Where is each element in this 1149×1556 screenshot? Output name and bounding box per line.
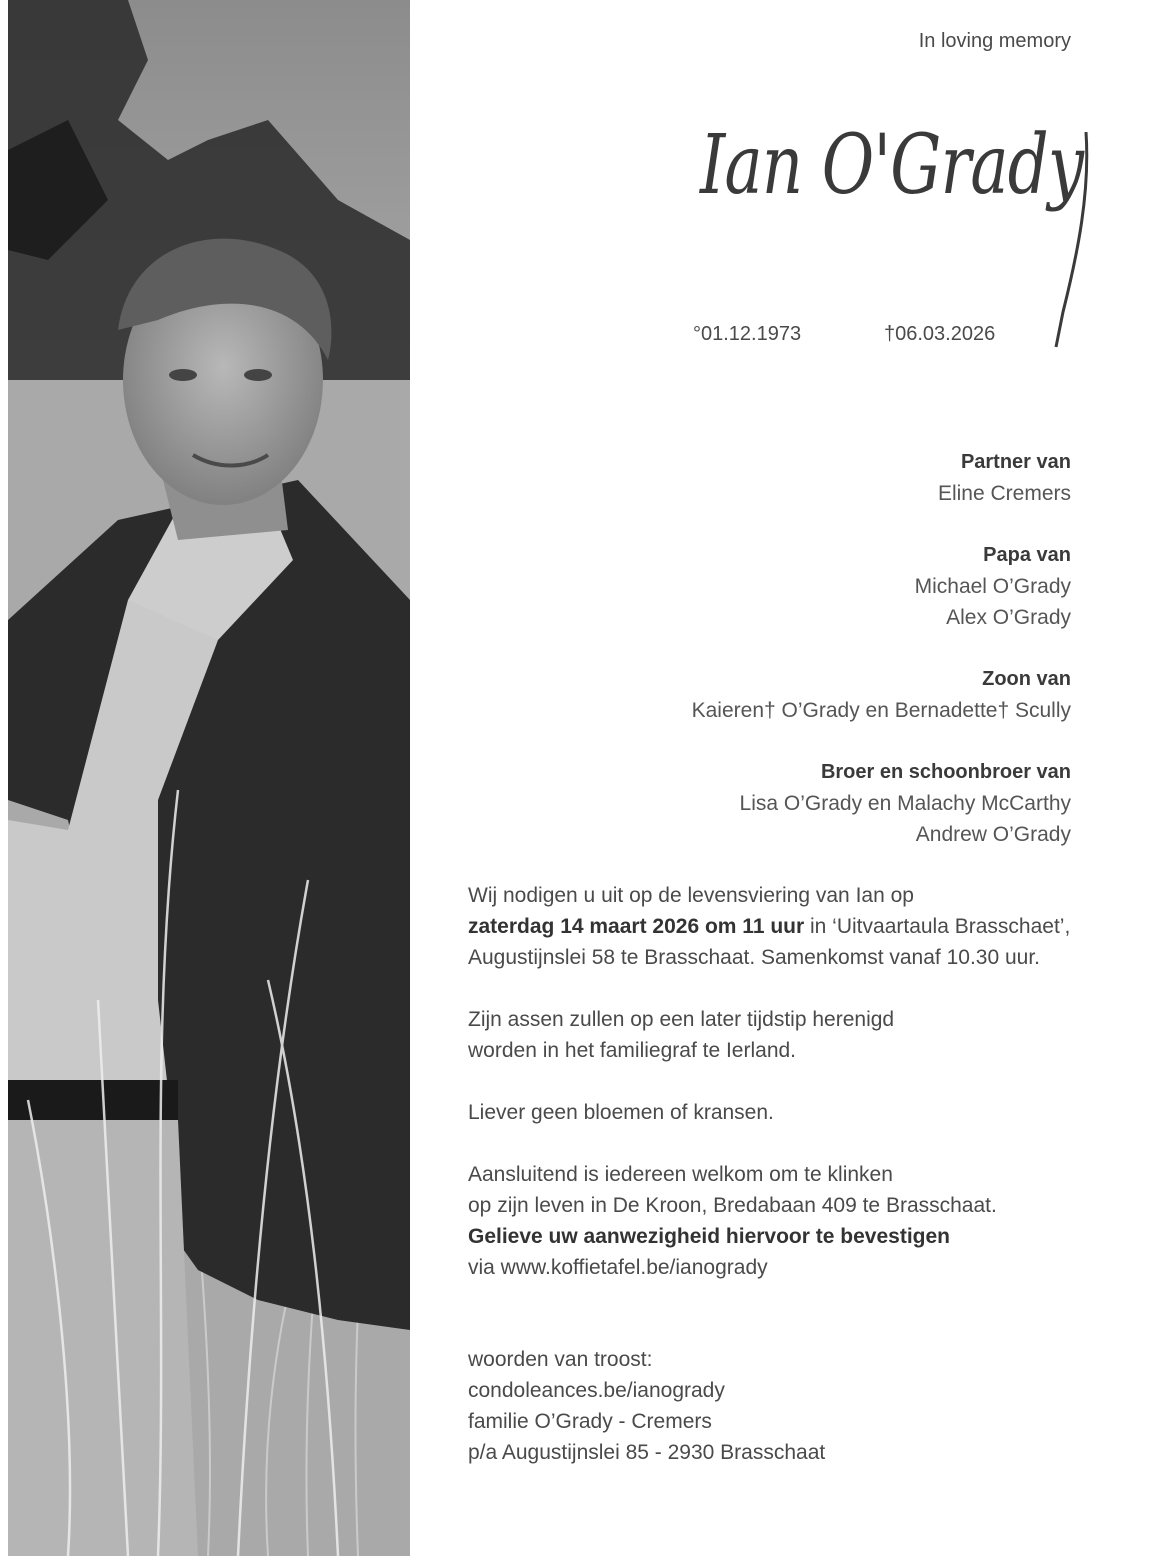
service-date: zaterdag 14 maart 2026 om 11 uur: [468, 915, 805, 938]
invitation-line: Wij nodigen u uit op de levensviering van Ian op: [468, 884, 914, 907]
family-member: Lisa O’Grady en Malachy McCarthy: [739, 792, 1071, 815]
signature-flourish: [1008, 132, 1098, 352]
ashes-paragraph: [468, 1004, 1068, 1066]
family-group-partner: [571, 447, 1071, 509]
reception-rsvp: Gelieve uw aanwezigheid hiervoor te bevestigen: [468, 1225, 950, 1248]
family-member: Michael O’Grady: [914, 575, 1071, 598]
invitation-paragraph: [468, 880, 1071, 973]
family-heading: Zoon van: [982, 668, 1071, 690]
condolences-block: [468, 1344, 1068, 1468]
notice-content: [410, 0, 1149, 1556]
family-heading: Broer en schoonbroer van: [820, 761, 1071, 783]
family-heading: Partner van: [960, 451, 1071, 473]
condolences-label: woorden van troost:: [468, 1348, 653, 1371]
family-member: Eline Cremers: [937, 482, 1071, 505]
family-heading: Papa van: [983, 544, 1071, 566]
reception-line: Aansluitend is iedereen welkom om te klinken: [468, 1163, 893, 1186]
page-margin: [0, 0, 8, 1556]
reception-line: op zijn leven in De Kroon, Bredabaan 409 te Brasschaat.: [468, 1194, 997, 1217]
reception-paragraph: [468, 1159, 1068, 1283]
in-memory-label: In loving memory: [918, 30, 1071, 52]
family-contact: familie O’Grady - Cremers: [468, 1410, 712, 1433]
deceased-name: Ian O'Grady: [700, 118, 1084, 213]
birth-date: °01.12.1973: [693, 323, 802, 345]
reception-rsvp-link[interactable]: via www.koffietafel.be/ianogrady: [468, 1256, 768, 1279]
family-member: Kaieren† O’Grady en Bernadette† Scully: [691, 699, 1071, 722]
family-member: Alex O’Grady: [946, 606, 1071, 629]
family-group-children: [571, 540, 1071, 633]
flowers-note: Liever geen bloemen of kransen.: [468, 1101, 774, 1124]
service-venue: in ‘Uitvaartaula Brasschaet’,: [804, 915, 1071, 938]
portrait-illustration: [8, 0, 410, 1556]
portrait-photo: [8, 0, 410, 1556]
family-group-parents: [571, 664, 1071, 726]
family-group-siblings: [571, 757, 1071, 850]
invitation-date-line: [468, 911, 1071, 942]
condolences-link[interactable]: condoleances.be/ianogrady: [468, 1379, 725, 1402]
family-list: [571, 447, 1071, 881]
ashes-line: Zijn assen zullen op een later tijdstip herenigd: [468, 1008, 895, 1031]
family-address: p/a Augustijnslei 85 - 2930 Brasschaat: [468, 1441, 826, 1464]
invitation-address: Augustijnslei 58 te Brasschaat. Samenkomst vanaf 10.30 uur.: [468, 946, 1040, 969]
service-details: [468, 880, 1071, 1314]
ashes-line: worden in het familiegraf te Ierland.: [468, 1039, 797, 1062]
family-member: Andrew O’Grady: [915, 823, 1071, 846]
flowers-paragraph: [468, 1097, 1068, 1128]
death-date: †06.03.2026: [884, 323, 996, 345]
